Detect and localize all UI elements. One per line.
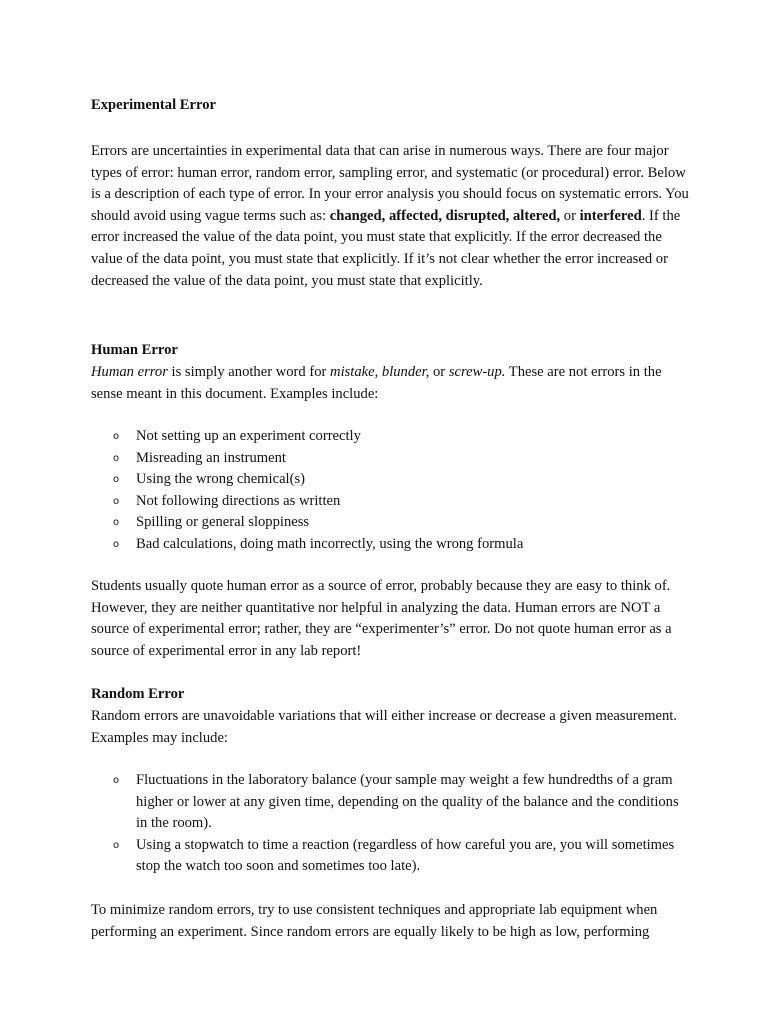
bullet-marker: o [113,452,120,464]
random-error-examples [91,770,691,878]
human-error-conclusion: Students usually quote human error as a source of error, probably because they are easy to think of. However, they are neither quantitative nor helpful in analyzing the data. Human errors are NOT a source of experimental error; rather, they are “experimenter’s” error. Do not quote human error as a source of experimental error in any lab report! [91,578,672,659]
bullet-marker: o [113,775,120,786]
bullet-marker: o [113,474,120,486]
intro-text-1: Errors are uncertainties in experimental data that can arise in numerous ways. There are four major types of error: human error, random error, sampling error, and systematic (or procedural) error. Below is a description of each type of error. In your error analysis you should focus on systematic errors. You should avoid using vague terms such as: [91,143,689,224]
list-item-text: Bad calculations, doing math incorrectly, using the wrong formula [136,535,524,552]
human-error-text-1: is simply another word for [167,364,331,380]
list-item [91,426,691,448]
human-error-synonyms: mistake, blunder, [330,364,430,380]
list-item [91,512,691,534]
human-error-paragraph [91,362,691,405]
random-error-paragraph: Random errors are unavoidable variations that will either increase or decrease a given measurement. Examples may include: [91,708,677,746]
human-error-term: Human error [91,364,168,380]
intro-paragraph [91,141,691,292]
list-item-text: Not setting up an experiment correctly [136,428,361,444]
list-item-text: Fluctuations in the laboratory balance (your sample may weight a few hundredths of a gram higher or lower at any given time, depending on the quality of the balance and the conditions in the room). [136,772,679,832]
list-item [91,534,691,556]
list-item-text: Using a stopwatch to time a reaction (regardless of how careful you are, you will sometimes stop the watch too soon and sometimes too late). [136,836,675,875]
list-item [91,835,691,878]
human-error-examples [91,426,691,556]
bullet-marker: o [113,431,120,442]
human-error-text-2: or [429,364,449,380]
doc-title: Experimental Error [91,97,216,113]
intro-interfered: interfered [579,207,642,224]
intro-text-2: or [560,207,580,224]
list-item-text: Not following directions as written [136,492,341,509]
list-item [91,491,691,513]
human-error-screwup: screw-up. [448,364,506,380]
list-item-text: Using the wrong chemical(s) [136,471,305,488]
bullet-marker: o [113,538,120,550]
bullet-marker: o [113,839,120,851]
list-item [91,448,691,470]
intro-text-3: . If the error increased the value of the data point, you must state that explicitly. If the error decreased the value of the data point, you must state that explicitly. If it’s not clear whether the error increased or decreased the value of the data point, you must state that explicitly. [91,207,681,289]
random-error-heading: Random Error [91,686,185,702]
human-error-text-3: These are not errors in the sense meant in this document. Examples include: [91,364,662,402]
list-item [91,770,691,835]
human-error-heading: Human Error [91,342,178,358]
bullet-marker: o [113,495,120,507]
intro-vague-terms: changed, affected, disrupted, altered, [329,207,561,224]
list-item [91,469,691,491]
bullet-marker: o [113,517,120,529]
random-error-conclusion: To minimize random errors, try to use consistent techniques and appropriate lab equipment when performing an experiment. Since random errors are equally likely to be high as low, performing [91,902,658,940]
list-item-text: Misreading an instrument [136,449,286,466]
list-item-text: Spilling or general sloppiness [136,514,310,531]
